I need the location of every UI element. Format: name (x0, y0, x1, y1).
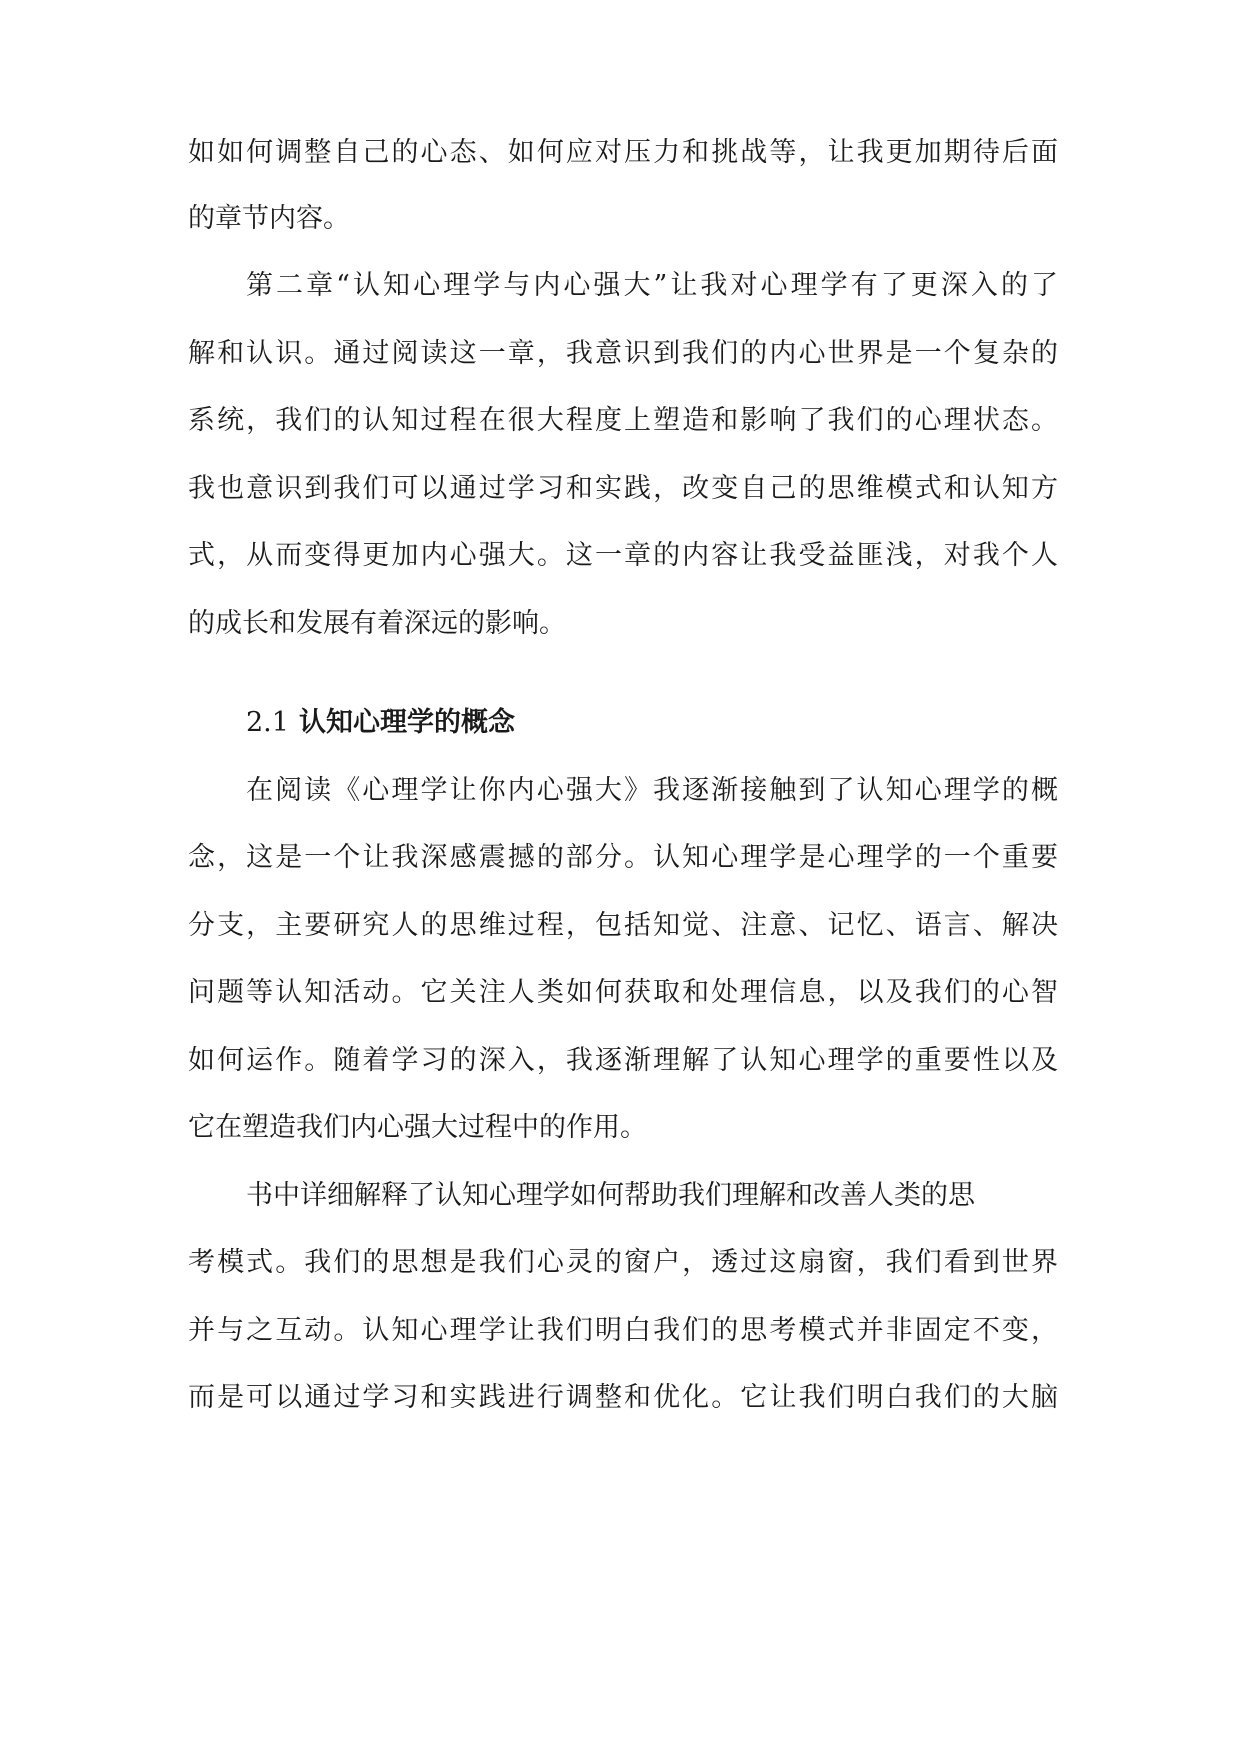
paragraph-line: 第二章“认知心理学与内心强大”让我对心理学有了更深入的了 (246, 270, 1058, 301)
paragraph-line: 它在塑造我们内心强大过程中的作用。 (188, 1112, 647, 1143)
paragraph-line: 而是可以通过学习和实践进行调整和优化。它让我们明白我们的大脑 (188, 1382, 1058, 1413)
paragraph-line: 系统，我们的认知过程在很大程度上塑造和影响了我们的心理状态。 (188, 405, 1058, 436)
paragraph-line: 解和认识。通过阅读这一章，我意识到我们的内心世界是一个复杂的 (188, 338, 1058, 369)
paragraph-line: 考模式。我们的思想是我们心灵的窗户，透过这扇窗，我们看到世界 (188, 1247, 1058, 1278)
paragraph-line: 在阅读《心理学让你内心强大》我逐渐接触到了认知心理学的概 (246, 775, 1058, 806)
paragraph-line: 念，这是一个让我深感震撼的部分。认知心理学是心理学的一个重要 (188, 842, 1058, 873)
section-heading (246, 703, 515, 743)
section-title: 认知心理学的概念 (298, 707, 515, 738)
paragraph-line: 式，从而变得更加内心强大。这一章的内容让我受益匪浅，对我个人 (188, 540, 1058, 571)
paragraph-line: 并与之互动。认知心理学让我们明白我们的思考模式并非固定不变， (188, 1315, 1058, 1346)
paragraph-line: 分支，主要研究人的思维过程，包括知觉、注意、记忆、语言、解决 (188, 910, 1058, 941)
paragraph-line: 问题等认知活动。它关注人类如何获取和处理信息，以及我们的心智 (188, 977, 1058, 1008)
paragraph-line: 书中详细解释了认知心理学如何帮助我们理解和改善人类的思 (246, 1180, 975, 1211)
section-number: 2.1 (246, 707, 289, 738)
paragraph-line: 我也意识到我们可以通过学习和实践，改变自己的思维模式和认知方 (188, 473, 1058, 504)
paragraph-line: 的章节内容。 (188, 203, 350, 234)
paragraph-line: 的成长和发展有着深远的影响。 (188, 608, 566, 639)
paragraph-line: 如何运作。随着学习的深入，我逐渐理解了认知心理学的重要性以及 (188, 1045, 1058, 1076)
paragraph-line: 如如何调整自己的心态、如何应对压力和挑战等，让我更加期待后面 (188, 137, 1058, 168)
